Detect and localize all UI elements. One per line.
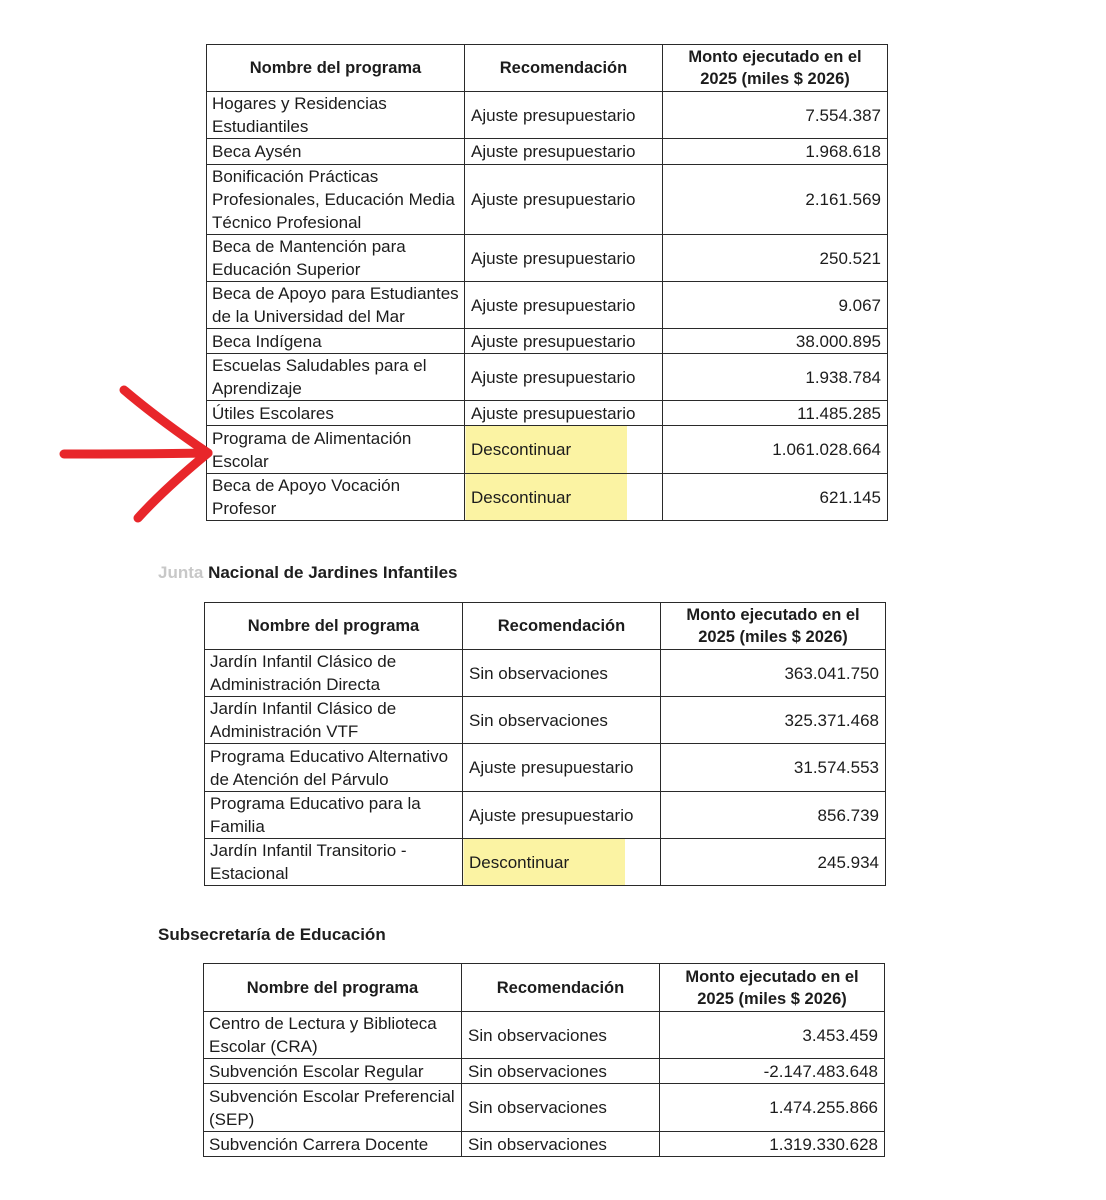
header-program: Nombre del programa [207, 45, 465, 92]
recommendation-highlighted: Descontinuar [465, 426, 663, 474]
amount: 3.453.459 [660, 1012, 885, 1059]
table-row [207, 354, 888, 401]
amount: 38.000.895 [663, 329, 888, 354]
amount: 7.554.387 [663, 92, 888, 139]
recommendation: Sin observaciones [462, 1132, 660, 1157]
recommendation: Sin observaciones [463, 650, 661, 697]
table-row [207, 92, 888, 139]
amount: 1.061.028.664 [663, 426, 888, 474]
header-recommendation: Recomendación [462, 964, 660, 1012]
amount: 856.739 [661, 792, 886, 839]
table-row [205, 792, 886, 839]
recommendation: Ajuste presupuestario [465, 354, 663, 401]
recommendation: Sin observaciones [463, 697, 661, 744]
amount: 1.938.784 [663, 354, 888, 401]
header-row [204, 964, 885, 1012]
amount: -2.147.483.648 [660, 1059, 885, 1084]
recommendation: Sin observaciones [462, 1084, 660, 1132]
recommendation: Sin observaciones [462, 1059, 660, 1084]
recommendation-highlighted: Descontinuar [463, 839, 661, 886]
table-row [207, 329, 888, 354]
program-name: Centro de Lectura y Biblioteca Escolar (CRA) [204, 1012, 462, 1059]
program-name: Útiles Escolares [207, 401, 465, 426]
programs-table-1 [206, 44, 888, 521]
table-row [205, 697, 886, 744]
amount: 11.485.285 [663, 401, 888, 426]
program-name: Subvención Escolar Preferencial (SEP) [204, 1084, 462, 1132]
program-name: Beca Aysén [207, 139, 465, 165]
recommendation: Ajuste presupuestario [465, 92, 663, 139]
program-name: Escuelas Saludables para el Aprendizaje [207, 354, 465, 401]
table-row [207, 426, 888, 474]
recommendation: Ajuste presupuestario [465, 401, 663, 426]
recommendation: Ajuste presupuestario [465, 329, 663, 354]
program-name: Subvención Carrera Docente [204, 1132, 462, 1157]
amount: 1.319.330.628 [660, 1132, 885, 1157]
table-row [207, 165, 888, 235]
table-row [207, 282, 888, 329]
programs-table-3 [203, 963, 885, 1157]
program-name: Bonificación Prácticas Profesionales, Educación Media Técnico Profesional [207, 165, 465, 235]
program-name: Beca de Apoyo para Estudiantes de la Universidad del Mar [207, 282, 465, 329]
program-name: Beca de Apoyo Vocación Profesor [207, 474, 465, 521]
amount: 2.161.569 [663, 165, 888, 235]
section-title-subsecretaria: Subsecretaría de Educación [158, 925, 386, 944]
arrow-head-lower [138, 453, 208, 518]
amount: 621.145 [663, 474, 888, 521]
recommendation: Ajuste presupuestario [465, 235, 663, 282]
recommendation: Ajuste presupuestario [463, 792, 661, 839]
amount: 1.474.255.866 [660, 1084, 885, 1132]
program-name: Subvención Escolar Regular [204, 1059, 462, 1084]
program-name: Beca de Mantención para Educación Superior [207, 235, 465, 282]
amount: 1.968.618 [663, 139, 888, 165]
section-title-jardines: Junta Nacional de Jardines Infantiles [158, 563, 458, 582]
program-name: Jardín Infantil Clásico de Administración VTF [205, 697, 463, 744]
program-name: Programa Educativo para la Familia [205, 792, 463, 839]
amount: 325.371.468 [661, 697, 886, 744]
table-row [207, 474, 888, 521]
table-row [204, 1084, 885, 1132]
program-name: Programa de Alimentación Escolar [207, 426, 465, 474]
recommendation: Ajuste presupuestario [465, 282, 663, 329]
amount: 250.521 [663, 235, 888, 282]
table-row [207, 401, 888, 426]
header-row [205, 603, 886, 650]
amount: 9.067 [663, 282, 888, 329]
program-name: Jardín Infantil Clásico de Administración Directa [205, 650, 463, 697]
table-row [207, 235, 888, 282]
recommendation: Ajuste presupuestario [465, 165, 663, 235]
header-recommendation: Recomendación [465, 45, 663, 92]
recommendation-highlighted: Descontinuar [465, 474, 663, 521]
amount: 363.041.750 [661, 650, 886, 697]
header-program: Nombre del programa [205, 603, 463, 650]
program-name: Programa Educativo Alternativo de Atención del Párvulo [205, 744, 463, 792]
header-recommendation: Recomendación [463, 603, 661, 650]
arrow-shaft [64, 453, 208, 454]
amount: 31.574.553 [661, 744, 886, 792]
header-row [207, 45, 888, 92]
table-row [204, 1059, 885, 1084]
arrow-head-upper [124, 390, 208, 453]
table-row [204, 1132, 885, 1157]
recommendation: Ajuste presupuestario [465, 139, 663, 165]
program-name: Hogares y Residencias Estudiantiles [207, 92, 465, 139]
header-amount: Monto ejecutado en el 2025 (miles $ 2026) [660, 964, 885, 1012]
recommendation: Sin observaciones [462, 1012, 660, 1059]
table-row [204, 1012, 885, 1059]
programs-table-2 [204, 602, 886, 886]
recommendation: Ajuste presupuestario [463, 744, 661, 792]
amount: 245.934 [661, 839, 886, 886]
program-name: Beca Indígena [207, 329, 465, 354]
table-row [205, 650, 886, 697]
header-amount: Monto ejecutado en el 2025 (miles $ 2026) [661, 603, 886, 650]
header-amount: Monto ejecutado en el 2025 (miles $ 2026) [663, 45, 888, 92]
table-row [207, 139, 888, 165]
program-name: Jardín Infantil Transitorio - Estacional [205, 839, 463, 886]
table-row [205, 839, 886, 886]
table-row [205, 744, 886, 792]
red-arrow-annotation [50, 370, 230, 530]
header-program: Nombre del programa [204, 964, 462, 1012]
